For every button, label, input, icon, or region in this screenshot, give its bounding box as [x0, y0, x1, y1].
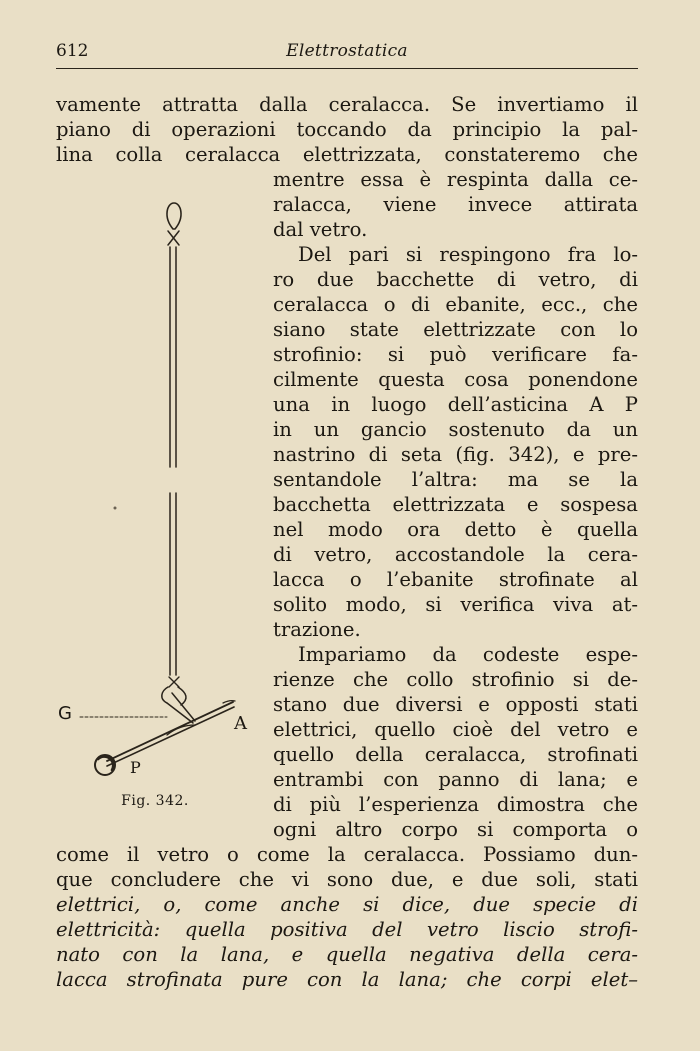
text-line: una in luogo dell’asticina A P	[273, 393, 638, 416]
pendulum-illustration	[55, 195, 255, 795]
text-line: come il vetro o come la ceralacca. Possiamo dun-	[56, 843, 638, 866]
text-line: cilmente questa cosa ponendone	[273, 368, 638, 391]
figure-caption: Fig. 342.	[121, 793, 189, 809]
text-line: solito modo, si verifica viva at-	[273, 593, 638, 616]
text-line: ro due bacchette di vetro, di	[273, 268, 638, 291]
page-header	[56, 38, 638, 69]
text-line: elettricità: quella positiva del vetro liscio strofi-	[56, 918, 638, 941]
text-line: elettrici, quello cioè del vetro e	[273, 718, 638, 741]
text-line: nel modo ora detto è quella	[273, 518, 638, 541]
text-line: sentandole l’altra: ma se la	[273, 468, 638, 491]
text-line: ogni altro corpo si comporta o	[273, 818, 638, 841]
text-line: stano due diversi e opposti stati	[273, 693, 638, 716]
text-line: quello della ceralacca, strofinati	[273, 743, 638, 766]
text-line: Del pari si respingono fra lo-	[298, 243, 638, 266]
text-line: lacca o l’ebanite strofinate al	[273, 568, 638, 591]
text-line: lacca strofinata pure con la lana; che corpi elet–	[56, 968, 638, 991]
text-line: Impariamo da codeste espe-	[298, 643, 638, 666]
text-line: siano state elettrizzate con lo	[273, 318, 638, 341]
label-p: P	[130, 758, 141, 777]
text-line: elettrici, o, come anche si dice, due specie di	[56, 893, 638, 916]
text-line: que concludere che vi sono due, e due soli, stati	[56, 868, 638, 891]
text-line: di vetro, accostandole la cera-	[273, 543, 638, 566]
figure-342	[55, 195, 255, 835]
text-line: vamente attratta dalla ceralacca. Se invertiamo il	[56, 93, 638, 116]
text-line: di più l’esperienza dimostra che	[273, 793, 638, 816]
text-line: nato con la lana, e quella negativa della cera-	[56, 943, 638, 966]
text-line: trazione.	[273, 618, 361, 641]
text-line: ralacca, viene invece attirata	[273, 193, 638, 216]
text-line: rienze che collo strofinio si de-	[273, 668, 638, 691]
text-line: lina colla ceralacca elettrizzata, constateremo che	[56, 143, 638, 166]
text-line: bacchetta elettrizzata e sospesa	[273, 493, 638, 516]
text-line: dal vetro.	[273, 218, 368, 241]
text-line: entrambi con panno di lana; e	[273, 768, 638, 791]
label-a: A	[234, 713, 247, 734]
text-line: nastrino di seta (fig. 342), e pre-	[273, 443, 638, 466]
text-line: ceralacca o di ebanite, ecc., che	[273, 293, 638, 316]
running-title: Elettrostatica	[286, 41, 408, 61]
text-line: in un gancio sostenuto da un	[273, 418, 638, 441]
text-line: strofinio: si può verificare fa-	[273, 343, 638, 366]
page-number: 612	[56, 41, 89, 61]
text-line: piano di operazioni toccando da principio la pal-	[56, 118, 638, 141]
text-line: mentre essa è respinta dalla ce-	[273, 168, 638, 191]
label-g: G	[58, 703, 72, 724]
